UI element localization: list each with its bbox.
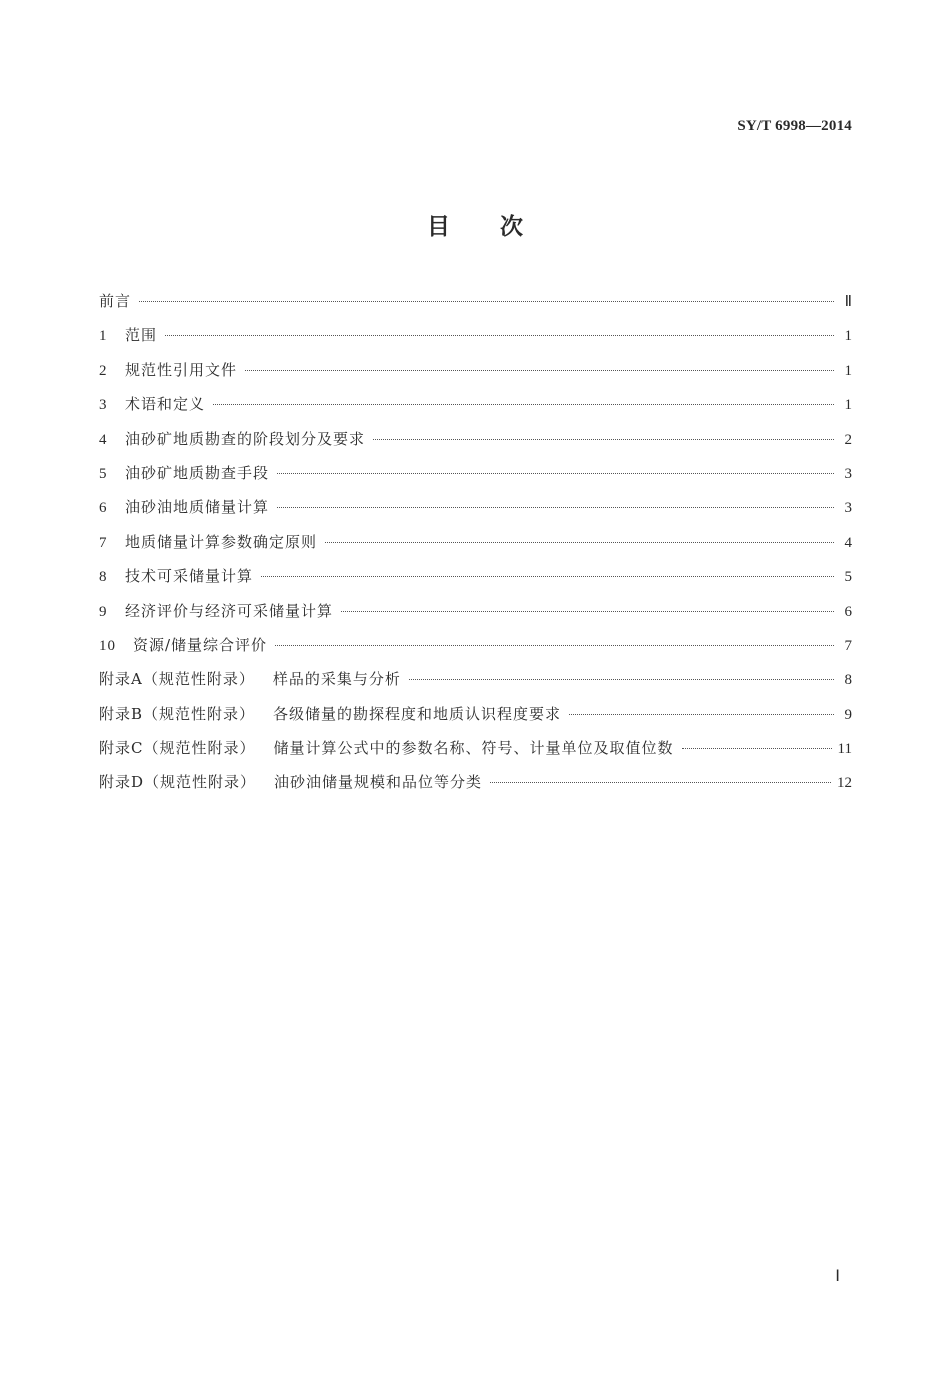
- toc-entry-label: 范围: [125, 326, 158, 345]
- dot-leader: [373, 439, 834, 440]
- toc-entry-6[interactable]: [99, 496, 852, 530]
- dot-leader: [277, 507, 834, 508]
- toc-entry-page: Ⅱ: [844, 294, 852, 310]
- toc-entry-label: 储量计算公式中的参数名称、符号、计量单位及取值位数: [273, 739, 674, 758]
- toc-entry-page: 3: [844, 500, 852, 517]
- dot-leader: [213, 404, 834, 405]
- toc-entry-number: 2: [99, 362, 108, 379]
- standard-number: SY/T 6998—2014: [737, 118, 852, 134]
- toc-entry-9[interactable]: [99, 600, 852, 634]
- table-of-contents: [99, 290, 852, 806]
- dot-leader: [325, 542, 834, 543]
- dot-leader: [409, 679, 834, 680]
- toc-entry-4[interactable]: [99, 428, 852, 462]
- dot-leader: [261, 576, 834, 577]
- toc-entry-number: 10: [99, 637, 116, 654]
- dot-leader: [341, 611, 834, 612]
- page-number: Ⅰ: [835, 1268, 840, 1285]
- dot-leader: [139, 301, 834, 302]
- dot-leader: [165, 335, 834, 336]
- toc-entry-number: 5: [99, 465, 108, 482]
- toc-entry-page: 1: [844, 362, 852, 379]
- toc-entry-page: 9: [844, 706, 852, 723]
- dot-leader: [245, 370, 834, 371]
- toc-entry-number: 6: [99, 500, 108, 517]
- toc-entry-page: 5: [844, 569, 852, 586]
- toc-entry-page: 1: [844, 328, 852, 345]
- toc-entry-label: 经济评价与经济可采储量计算: [125, 601, 334, 620]
- toc-entry-7[interactable]: [99, 531, 852, 565]
- toc-appendix-tag: 附录A（规范性附录）: [99, 670, 255, 689]
- toc-entry-number: 8: [99, 569, 108, 586]
- toc-entry-page: 4: [844, 534, 852, 551]
- toc-entry-3[interactable]: [99, 393, 852, 427]
- toc-entry-appendix-a[interactable]: [99, 668, 852, 702]
- toc-entry-label: 资源/储量综合评价: [133, 635, 268, 654]
- toc-entry-number: 4: [99, 431, 108, 448]
- toc-entry-8[interactable]: [99, 565, 852, 599]
- toc-entry-label: 技术可采储量计算: [125, 567, 254, 586]
- toc-entry-label: 各级储量的勘探程度和地质认识程度要求: [273, 704, 562, 723]
- toc-entry-page: 1: [844, 397, 852, 414]
- toc-entry-10[interactable]: [99, 634, 852, 668]
- toc-entry-label: 油砂矿地质勘查的阶段划分及要求: [125, 429, 366, 448]
- toc-entry-appendix-b[interactable]: [99, 703, 852, 737]
- toc-entry-2[interactable]: [99, 359, 852, 393]
- toc-entry-page: 12: [837, 775, 852, 792]
- dot-leader: [277, 473, 834, 474]
- toc-entry-page: 11: [837, 741, 852, 758]
- toc-appendix-tag: 附录C（规范性附录）: [99, 739, 256, 758]
- toc-entry-number: 3: [99, 397, 108, 414]
- dot-leader: [490, 782, 831, 783]
- toc-entry-label: 地质储量计算参数确定原则: [125, 532, 318, 551]
- toc-entry-appendix-c[interactable]: [99, 737, 852, 771]
- toc-entry-page: 7: [844, 637, 852, 654]
- dot-leader: [682, 748, 832, 749]
- toc-entry-page: 2: [844, 431, 852, 448]
- toc-entry-number: 7: [99, 534, 108, 551]
- toc-appendix-tag: 附录D（规范性附录）: [99, 773, 257, 792]
- toc-entry-page: 3: [844, 465, 852, 482]
- toc-entry-label: 前言: [99, 292, 132, 310]
- toc-entry-number: 9: [99, 603, 108, 620]
- toc-entry-label: 油砂油储量规模和品位等分类: [274, 773, 483, 792]
- toc-entry-label: 术语和定义: [125, 395, 206, 414]
- toc-appendix-tag: 附录B（规范性附录）: [99, 704, 256, 723]
- toc-entry-label: 规范性引用文件: [125, 360, 238, 379]
- toc-entry-foreword[interactable]: [99, 290, 852, 324]
- toc-entry-number: 1: [99, 328, 108, 345]
- toc-entry-label: 油砂油地质储量计算: [125, 498, 270, 517]
- page-title: 目次: [427, 214, 573, 240]
- toc-entry-appendix-d[interactable]: [99, 771, 852, 805]
- toc-entry-5[interactable]: [99, 462, 852, 496]
- toc-entry-1[interactable]: [99, 324, 852, 358]
- dot-leader: [569, 714, 834, 715]
- dot-leader: [275, 645, 834, 646]
- toc-entry-page: 8: [844, 672, 852, 689]
- toc-entry-label: 样品的采集与分析: [272, 670, 401, 689]
- toc-entry-label: 油砂矿地质勘查手段: [125, 463, 270, 482]
- toc-entry-page: 6: [844, 603, 852, 620]
